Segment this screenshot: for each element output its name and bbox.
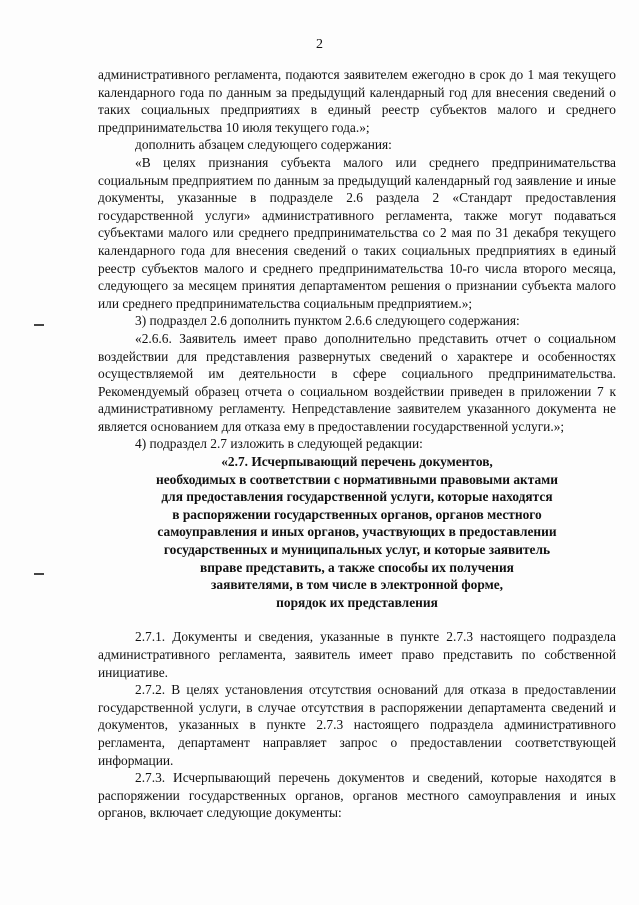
spacer [98, 611, 616, 628]
paragraph: 3) подраздел 2.6 дополнить пунктом 2.6.6 следующего содержания: [135, 313, 520, 329]
paragraph: дополнить абзацем следующего содержания: [135, 137, 392, 153]
page-number: 2 [316, 37, 323, 52]
paragraph: 4) подраздел 2.7 изложить в следующей редакции: [135, 436, 423, 452]
heading-line: порядок их представления [276, 594, 438, 610]
paragraphs-top [98, 66, 616, 453]
section-heading [98, 453, 616, 611]
paragraph: административного регламента, подаются заявителем ежегодно в срок до 1 мая текущего календарного года по данным за предыдущий календарный год для внесения сведений о таких социальных предприятиях в единый реестр субъектов малого и среднего предпринимательства 10 июля текущего года.»; [98, 67, 616, 135]
heading-line: для предоставления государственной услуги, которые находятся [161, 489, 553, 505]
paragraph: 2.7.2. В целях установления отсутствия оснований для отказа в предоставлении государственной услуги, в случае отсутствия в распоряжении департамента сведений и документов, указанных в пункте 2.7.3 настоящего подраздела административного регламента, департамент направляет запрос о предоставлении соответствующей информации. [98, 682, 616, 768]
paragraphs-bottom [98, 628, 616, 822]
margin-mark [34, 324, 44, 326]
paragraph: «2.6.6. Заявитель имеет право дополнительно представить отчет о социальном воздействии для представления развернутых сведений о характере и особенностях осуществляемой им деятельности в сфере социального предпринимательства. Рекомендуемый образец отчета о социальном воздействии приведен в приложении 7 к административному регламенту. Непредставление заявителем указанного документа не является основанием для отказа ему в предоставлении государственной услуги.»; [98, 330, 616, 434]
heading-line: заявителями, в том числе в электронной форме, [211, 577, 503, 593]
heading-line: необходимых в соответствии с нормативными правовыми актами [155, 471, 559, 487]
paragraph: «В целях признания субъекта малого или среднего предпринимательства социальным предприятием по данным за предыдущий календарный год заявление и иные документы, указанные в подразделе 2.6 раздела 2 «Стандарт предоставления государственной услуги» административного регламента, также могут подаваться субъектами малого или среднего предпринимательства со 2 мая по 31 декабря текущего календарного года для внесения сведений о таких социальных предприятиях в единый реестр субъектов малого и среднего предпринимательства 10-го числа второго месяца, следующего за месяцем принятия департаментом решения о признании субъекта малого или среднего предпринимательства социальным предприятием.»; [98, 154, 616, 311]
heading-line: государственных и муниципальных услуг, и которые заявитель [163, 542, 551, 558]
heading-line: вправе представить, а также способы их получения [200, 559, 514, 575]
margin-mark [34, 573, 44, 575]
heading-line: «2.7. Исчерпывающий перечень документов, [221, 454, 493, 470]
heading-line: в распоряжении государственных органов, органов местного [172, 506, 542, 522]
document-body [98, 66, 616, 822]
paragraph: 2.7.1. Документы и сведения, указанные в пункте 2.7.3 настоящего подраздела административного регламента, заявитель имеет право представить по собственной инициативе. [98, 629, 616, 680]
paragraph: 2.7.3. Исчерпывающий перечень документов и сведений, которые находятся в распоряжении государственных органов, органов местного самоуправления и иных органов, включает следующие документы: [98, 770, 616, 821]
heading-line: самоуправления и иных органов, участвующих в предоставлении [157, 524, 557, 540]
